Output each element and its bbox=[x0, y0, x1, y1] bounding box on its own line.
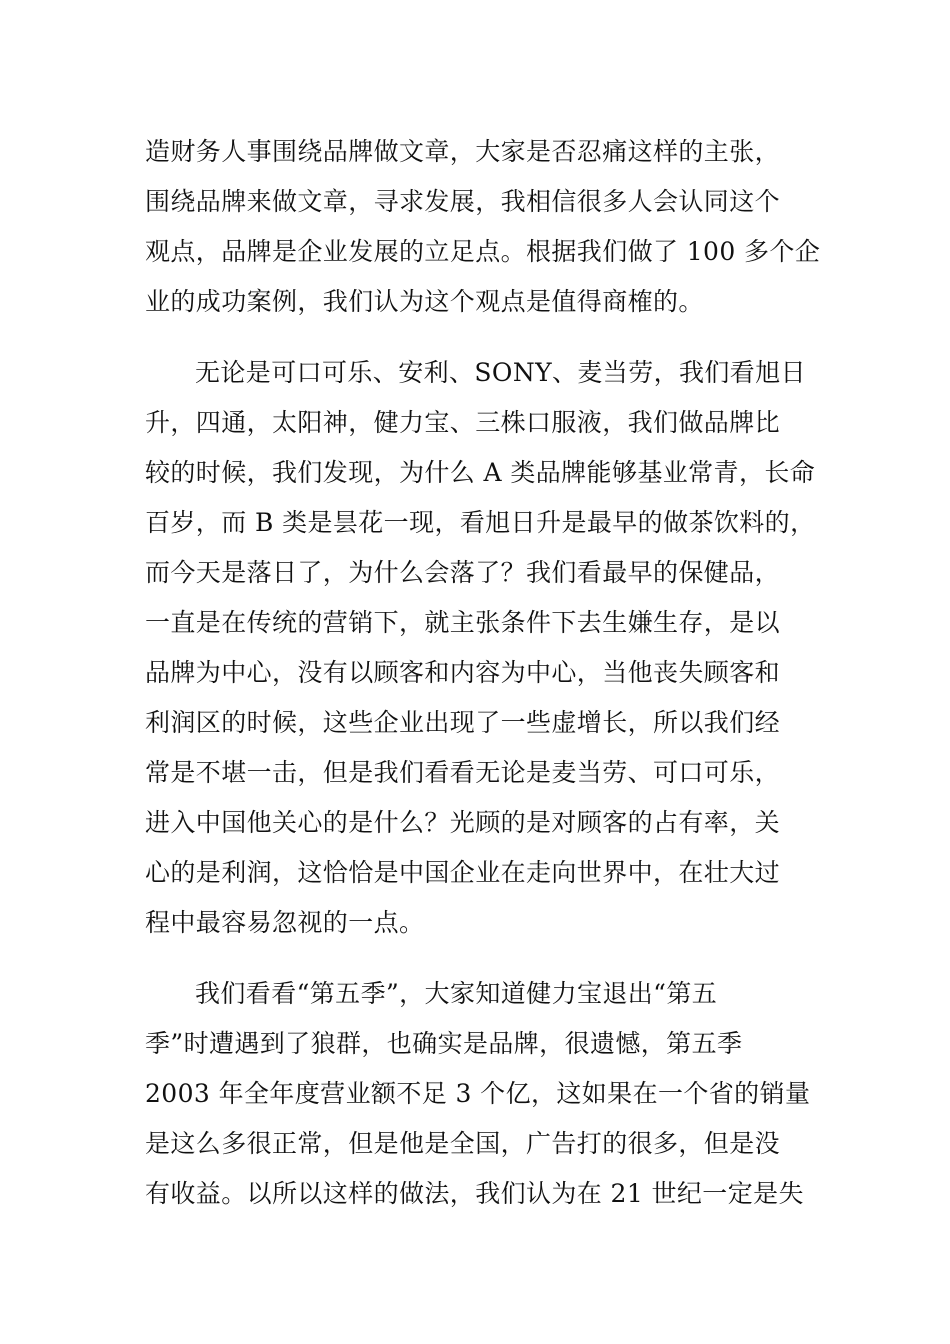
text-line: 升，四通，太阳神，健力宝、三株口服液，我们做品牌比 bbox=[145, 408, 781, 437]
text-line: 无论是可口可乐、安利、SONY、麦当劳，我们看旭日 bbox=[195, 358, 807, 387]
text-line: 心的是利润，这恰恰是中国企业在走向世界中，在壮大过 bbox=[145, 858, 781, 887]
text-line: 观点，品牌是企业发展的立足点。根据我们做了 100 多个企 bbox=[145, 237, 821, 266]
text-line: 是这么多很正常，但是他是全国，广告打的很多，但是没 bbox=[145, 1129, 781, 1158]
text-line: 业的成功案例，我们认为这个观点是值得商榷的。 bbox=[145, 287, 704, 316]
text-line: 程中最容易忽视的一点。 bbox=[145, 908, 425, 937]
text-line: 百岁，而 B 类是昙花一现，看旭日升是最早的做茶饮料的， bbox=[145, 508, 816, 537]
text-line: 造财务人事围绕品牌做文章，大家是否忍痛这样的主张， bbox=[145, 137, 781, 166]
text-line: 围绕品牌来做文章，寻求发展，我相信很多人会认同这个 bbox=[145, 187, 781, 216]
text-line: 较的时候，我们发现，为什么 A 类品牌能够基业常青，长命 bbox=[145, 458, 816, 487]
text-line: 季”时遭遇到了狼群，也确实是品牌，很遗憾，第五季 bbox=[145, 1029, 743, 1058]
text-line: 一直是在传统的营销下，就主张条件下去生嫌生存，是以 bbox=[145, 608, 781, 637]
text-line: 我们看看“第五季”，大家知道健力宝退出“第五 bbox=[195, 979, 718, 1008]
text-line: 2003 年全年度营业额不足 3 个亿，这如果在一个省的销量 bbox=[145, 1079, 811, 1108]
text-line: 而今天是落日了，为什么会落了？我们看最早的保健品， bbox=[145, 558, 781, 587]
text-line: 品牌为中心，没有以顾客和内容为中心，当他丧失顾客和 bbox=[145, 658, 781, 687]
text-line: 利润区的时候，这些企业出现了一些虚增长，所以我们经 bbox=[145, 708, 781, 737]
text-line: 有收益。以所以这样的做法，我们认为在 21 世纪一定是失 bbox=[145, 1179, 804, 1208]
text-line: 进入中国他关心的是什么？光顾的是对顾客的占有率，关 bbox=[145, 808, 781, 837]
text-line: 常是不堪一击，但是我们看看无论是麦当劳、可口可乐， bbox=[145, 758, 781, 787]
